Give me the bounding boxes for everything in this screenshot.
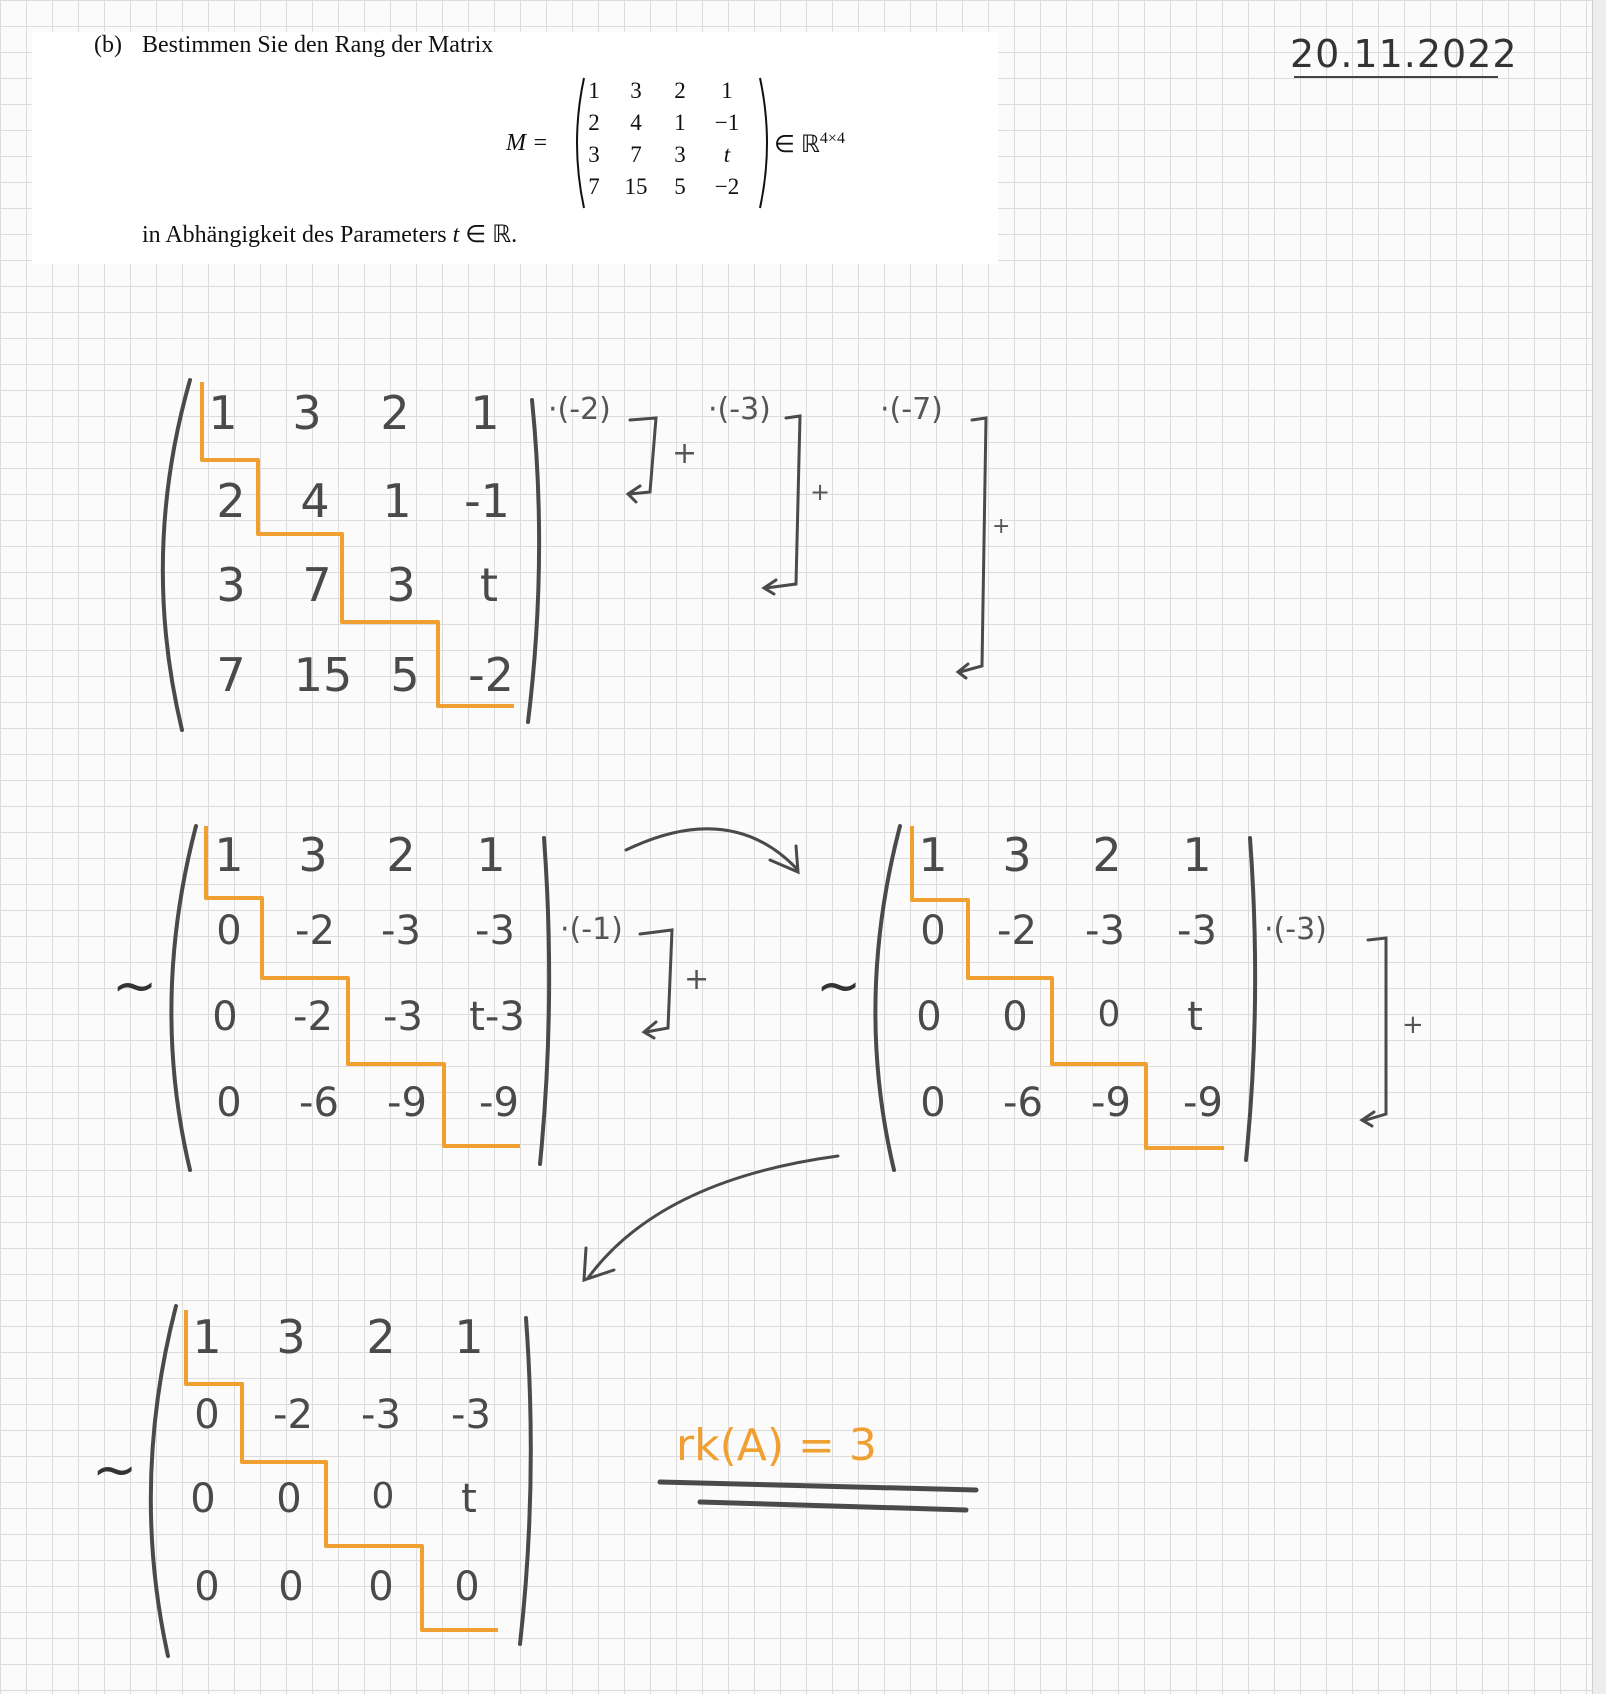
step2-cell: 0 (216, 908, 242, 954)
given-cell: 1 (588, 78, 600, 103)
problem-prompt: Bestimmen Sie den Rang der Matrix (142, 32, 494, 58)
given-cell: 7 (588, 174, 600, 199)
step1-cell: 7 (216, 648, 246, 702)
step1-op-minus3: ·(-3) (708, 392, 771, 427)
step2-cell: t-3 (469, 994, 525, 1040)
step3-cell: -9 (1183, 1080, 1223, 1126)
step3-cell: 0 (916, 994, 942, 1040)
step2-cell: -9 (479, 1080, 519, 1126)
step4-cell: 0 (276, 1476, 302, 1522)
step1-cell: 1 (208, 386, 238, 440)
date: 20.11.2022 (1290, 32, 1518, 76)
rank-result: rk(A) = 3 (676, 1420, 877, 1471)
step3-tilde: ~ (816, 954, 862, 1017)
step3-cell: 2 (1092, 828, 1122, 882)
step4-cell: 0 (371, 1476, 395, 1517)
step1-cell: 1 (470, 386, 500, 440)
step3-cell: 3 (1002, 828, 1032, 882)
step4-cell: 1 (454, 1310, 484, 1364)
matrix-name: M = (506, 130, 549, 156)
given-cell: 2 (674, 78, 686, 103)
given-cell: 1 (674, 110, 686, 135)
given-cell: 2 (588, 110, 600, 135)
given-cell: 5 (674, 174, 686, 199)
step4-cell: 1 (192, 1310, 222, 1364)
step1-plus: + (810, 478, 831, 506)
given-cell: 7 (630, 142, 642, 167)
step2-cell: 0 (212, 994, 238, 1040)
step3-cell: -2 (997, 908, 1037, 954)
step1-cell: -2 (468, 648, 514, 702)
step4-cell: t (461, 1476, 477, 1522)
step2-cell: 0 (216, 1080, 242, 1126)
result-underline (660, 1482, 976, 1510)
step4-cell: 0 (454, 1564, 480, 1610)
step1-plus: + (672, 436, 698, 471)
given-cell: 3 (630, 78, 642, 103)
step1-op-minus2: ·(-2) (548, 392, 611, 427)
problem-label: (b) (94, 32, 122, 58)
step3-cell: 0 (1002, 994, 1028, 1040)
step4-cell: 0 (194, 1564, 220, 1610)
step1-plus: + (992, 514, 1011, 539)
step3-cell: 0 (1097, 994, 1121, 1035)
step1-cell: 3 (216, 558, 246, 612)
step3-cell: -3 (1177, 908, 1217, 954)
step1-cell: t (479, 558, 499, 612)
given-cell: 3 (674, 142, 686, 167)
step2-cell: -6 (299, 1080, 339, 1126)
step2-cell: -3 (381, 908, 421, 954)
step2-cell: -9 (387, 1080, 427, 1126)
step4-cell: 0 (278, 1564, 304, 1610)
given-cell: 15 (624, 174, 648, 199)
step2-cell: 1 (214, 828, 244, 882)
step3-cell: 1 (1182, 828, 1212, 882)
step2-cell: -3 (475, 908, 515, 954)
step1-cell: 2 (380, 386, 410, 440)
given-cell: t (723, 142, 731, 167)
given-cell: −1 (714, 110, 740, 135)
suffix-var: t (452, 222, 460, 248)
step3-cell: 0 (920, 1080, 946, 1126)
step4-cell: 0 (190, 1476, 216, 1522)
suffix-prefix: in Abhängigkeit des Parameters (142, 222, 447, 248)
step2-plus: + (684, 962, 710, 997)
step2-cell: -2 (293, 994, 333, 1040)
step2-cell: -2 (295, 908, 335, 954)
step3-cell: -6 (1003, 1080, 1043, 1126)
step1-cell: 4 (300, 474, 330, 528)
step3-op-minus3: ·(-3) (1264, 912, 1327, 947)
step4-cell: -2 (273, 1392, 313, 1438)
step2-cell: 3 (298, 828, 328, 882)
step4-cell: -3 (361, 1392, 401, 1438)
step3-plus: + (1402, 1010, 1424, 1040)
space-symbol: ∈ ℝ (774, 132, 820, 158)
step2-cell: 2 (386, 828, 416, 882)
step2-cell: -3 (383, 994, 423, 1040)
step1-cell: 7 (302, 558, 332, 612)
given-cell: −2 (714, 174, 740, 199)
step2-op-minus1: ·(-1) (560, 912, 623, 947)
step1-cell: -1 (464, 474, 510, 528)
step3-cell: -3 (1085, 908, 1125, 954)
given-cell: 4 (630, 110, 642, 135)
step4-cell: -3 (451, 1392, 491, 1438)
step1-op-minus7: ·(-7) (880, 392, 943, 427)
step4-cell: 0 (194, 1392, 220, 1438)
step3-cell: 0 (920, 908, 946, 954)
suffix-end: ∈ ℝ. (465, 222, 518, 248)
step4-cell: 2 (366, 1310, 396, 1364)
step1-cell: 3 (386, 558, 416, 612)
given-cell: 1 (721, 78, 733, 103)
step1-cell: 5 (390, 648, 420, 702)
step3-drawing (584, 826, 1386, 1280)
step2-cell: 1 (476, 828, 506, 882)
step4-cell: 0 (368, 1564, 394, 1610)
step3-cell: -9 (1091, 1080, 1131, 1126)
step2-tilde: ~ (112, 954, 158, 1017)
step4-tilde: ~ (92, 1438, 138, 1501)
step4-cell: 3 (276, 1310, 306, 1364)
space-exponent: 4×4 (819, 130, 845, 147)
step3-cell: t (1187, 994, 1203, 1040)
step1-cell: 2 (216, 474, 246, 528)
step3-cell: 1 (918, 828, 948, 882)
step1-cell: 3 (292, 386, 322, 440)
given-cell: 3 (588, 142, 600, 167)
step1-cell: 1 (382, 474, 412, 528)
step1-cell: 15 (293, 648, 353, 702)
